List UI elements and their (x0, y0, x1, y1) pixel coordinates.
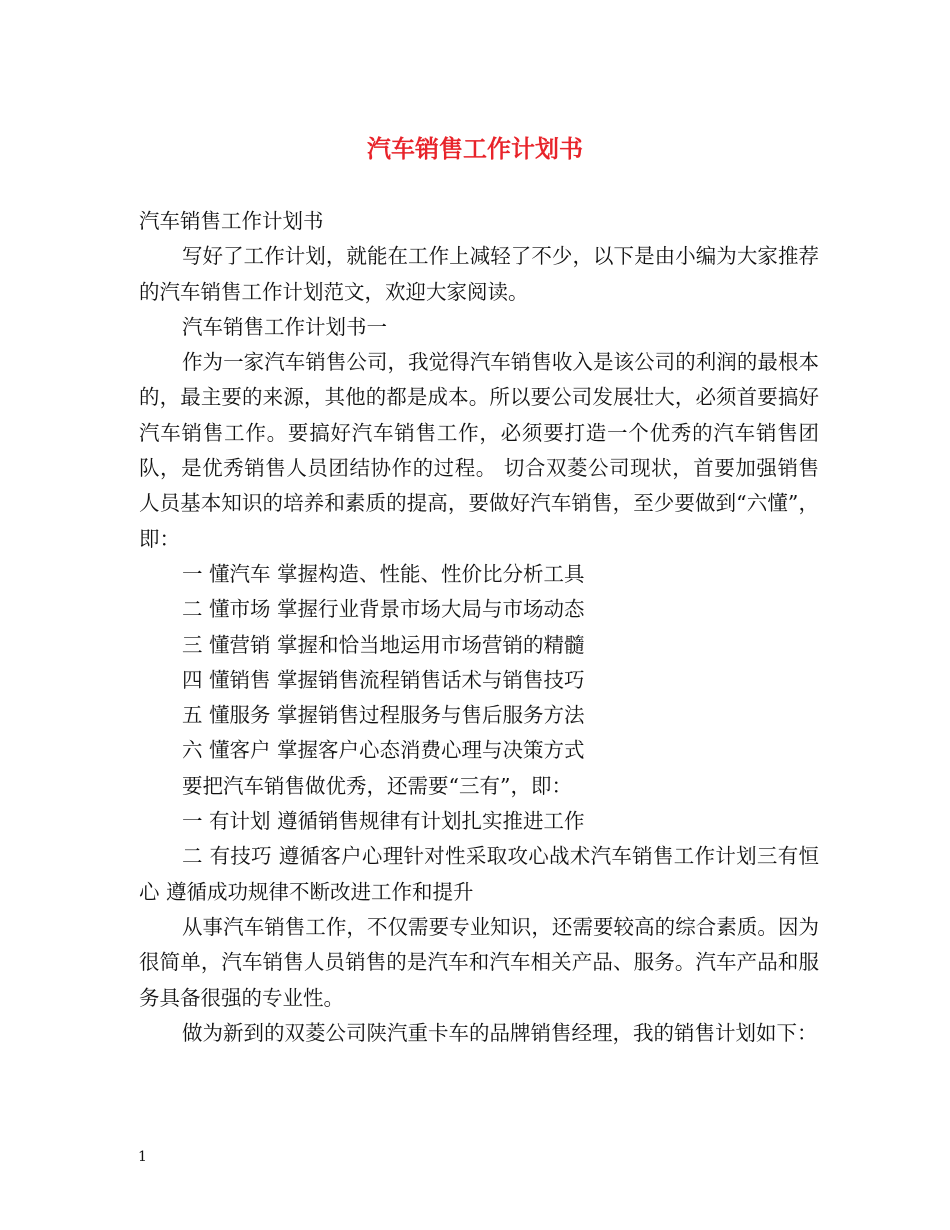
body-heading: 汽车销售工作计划书 (139, 209, 324, 233)
document-body (139, 204, 819, 1051)
intro-paragraph: 写好了工作计划，就能在工作上减轻了不少，以下是由小编为大家推荐的汽车销售工作计划范文，欢迎大家阅读。 (139, 244, 819, 304)
list-item: 五 懂服务 掌握销售过程服务与售后服务方法 (182, 703, 585, 728)
paragraph-qualities: 从事汽车销售工作，不仅需要专业知识，还需要较高的综合素质。因为很简单，汽车销售人员销售的是汽车和汽车相关产品、服务。汽车产品和服务具备很强的专业性。 (139, 914, 819, 1010)
list-item: 一 有计划 遵循销售规律有计划扎实推进工作 (182, 809, 585, 834)
list-item: 三 懂营销 掌握和恰当地运用市场营销的精髓 (182, 632, 585, 657)
list-item: 一 懂汽车 掌握构造、性能、性价比分析工具 (182, 561, 585, 586)
paragraph-sales-plan: 做为新到的双菱公司陕汽重卡车的品牌销售经理，我的销售计划如下： (182, 1020, 818, 1045)
paragraph-three-haves: 要把汽车销售做优秀，还需要“三有”，即： (182, 773, 572, 798)
list-item: 六 懂客户 掌握客户心态消费心理与决策方式 (182, 738, 585, 763)
paragraph-sales-team: 作为一家汽车销售公司，我觉得汽车销售收入是该公司的利润的最根本的，最主要的来源，其他的都是成本。所以要公司发展壮大，必须首要搞好汽车销售工作。要搞好汽车销售工作，必须要打造一个优秀的汽车销售团队，是优秀销售人员团结协作的过程。 切合双菱公司现状，首要加强销售人员基本知识的培养和素质的提高，要做好汽车销售，至少要做到“六懂”，即： (139, 350, 819, 551)
document-title: 汽车销售工作计划书 (367, 134, 583, 163)
list-item: 四 懂销售 掌握销售流程销售话术与销售技巧 (182, 667, 585, 692)
list-item: 二 懂市场 掌握行业背景市场大局与市场动态 (182, 597, 585, 622)
section-heading: 汽车销售工作计划书一 (182, 314, 387, 339)
list-item: 二 有技巧 遵循客户心理针对性采取攻心战术汽车销售工作计划三有恒心 遵循成功规律不断改进工作和提升 (139, 844, 819, 904)
page-number: 1 (138, 1149, 147, 1165)
